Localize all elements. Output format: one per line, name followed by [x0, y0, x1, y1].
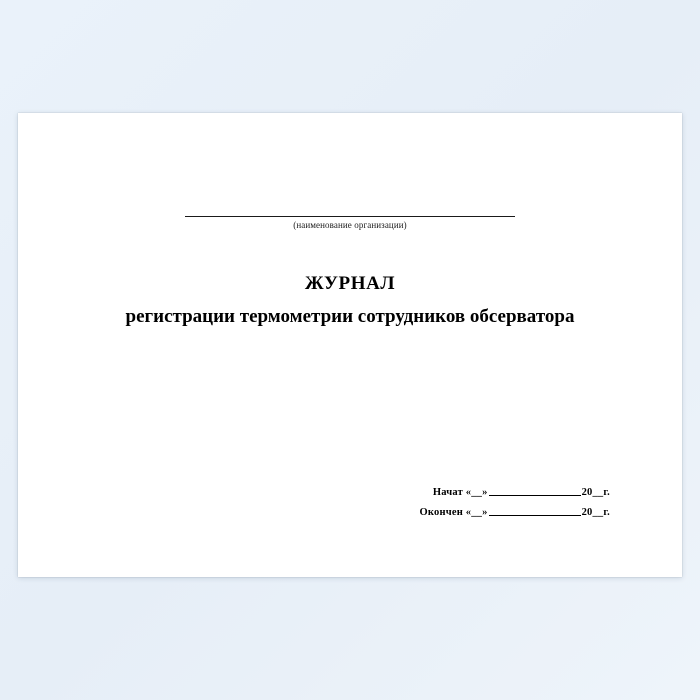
page-subtitle: регистрации термометрии сотрудников обсерватора	[125, 305, 575, 327]
document-title-block	[18, 273, 682, 329]
finished-label: Окончен «__»	[419, 506, 488, 518]
organization-name-blank-line	[185, 215, 515, 217]
started-year-suffix: 20__г.	[581, 487, 610, 498]
started-date-line	[420, 483, 610, 503]
organization-name-block	[18, 215, 682, 230]
finished-date-blank	[489, 506, 581, 516]
page-title: ЖУРНАЛ	[304, 273, 396, 294]
finished-year-suffix: 20__г.	[581, 506, 610, 518]
finished-date-line	[420, 503, 610, 523]
document-sheet	[18, 113, 682, 577]
started-label: Начат «__»	[432, 487, 488, 498]
started-date-blank	[489, 486, 581, 496]
organization-name-caption: (наименование организации)	[293, 220, 407, 230]
journal-dates-block	[420, 483, 610, 523]
